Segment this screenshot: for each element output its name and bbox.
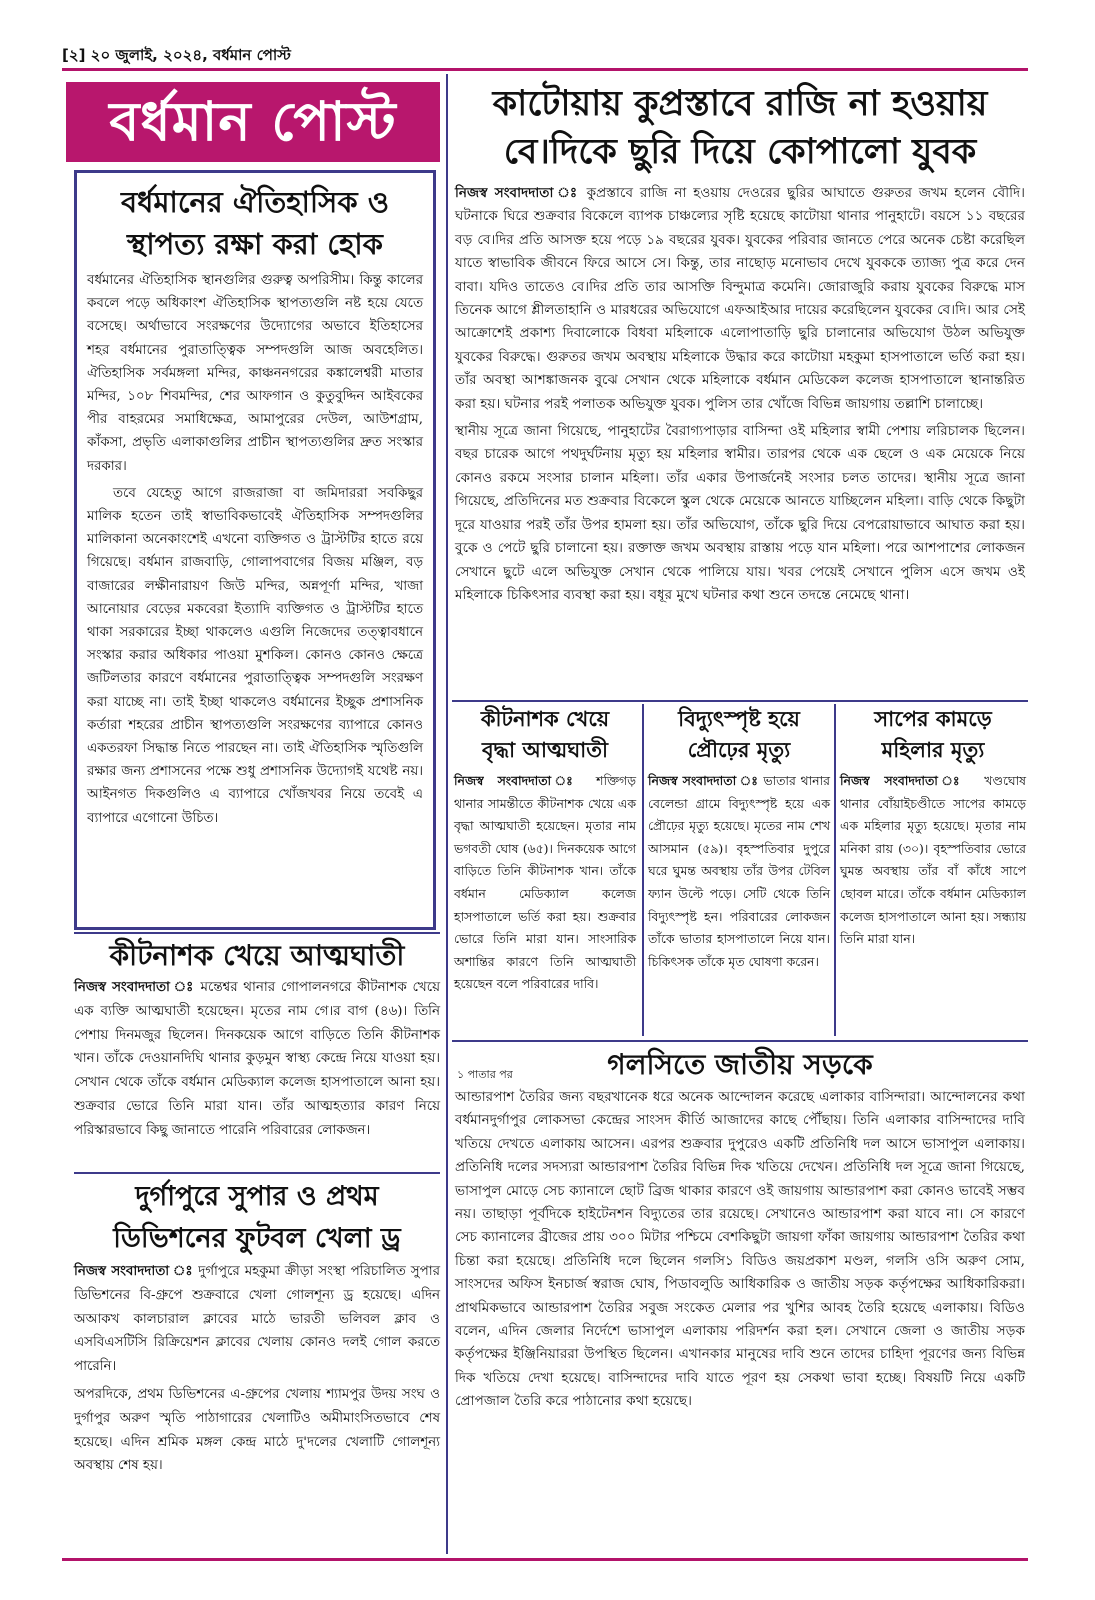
brief2-title-line1: বিদ্যুৎস্পৃষ্ট হয়ে <box>678 707 800 731</box>
editorial-paragraph-2: তবে যেহেতু আগে রাজরাজা বা জমিদাররা সবকিছুর মালিক হতেন তাই স্বাভাবিকভাবেই ঐতিহাসিক সম্পদগুলির মালিকানা অনেকাংশেই এখনো ব্যক্তিগত ও ট্রাস্টটির হাতে রয়ে গিয়েছে। বর্ধমান রাজবাড়ি, গোলাপবাগের বিজয় মঞ্জিল, বড় বাজারের লক্ষীনারায়ণ জিউ মন্দির, অন্নপূর্ণা মন্দির, খাজা আনোয়ার বেড়ের মকবেরা ইত্যাদি ব্যক্তিগত ও ট্রাস্টটির হাতে থাকা সরকারের ইচ্ছা থাকলেও এগুলি নিজেদের তত্ত্বাবধানে সংস্কার করার অধিকার পাওয়া মুশকিল। কোনও কোনও ক্ষেত্রে জটিলতার কারণে বর্ধমানের পুরাতাত্ত্বিক সম্পদগুলি সংরক্ষণ করা যাচ্ছে না। তাই ইচ্ছা থাকলেও বর্ধমানের ইচ্ছুক প্রশাসনিক কর্তারা শহরের প্রাচীন স্থাপত্যগুলি সংরক্ষণের ব্যাপারে কোনও একতরফা সিদ্ধান্ত নিতে পারছেন না। তাই ঐতিহাসিক স্মৃতিগুলি রক্ষার জন্য প্রশাসনের পক্ষে শুধু প্রশাসনিক উদ্যোগই যথেষ্ট নয়। আইনগত দিকগুলিও এ ব্যাপারে খোঁজখবর নিয়ে তবেই এ ব্যাপারে এগোনো উচিত। <box>87 485 423 826</box>
story-football-byline: নিজস্ব সংবাদদাতা ঃ <box>74 1263 194 1279</box>
story-suicide-text: মন্তেশ্বর থানার গোপালনগরে কীটনাশক খেয়ে এক ব্যক্তি আত্মঘাতী হয়েছেন। মৃতের নাম গে।র বাগ (৪৬)। তিনি পেশায় দিনমজুর ছিলেন। দিনকয়েক আগে বাড়িতে তিনি কীটনাশক খান। তাঁকে দেওয়ানদিঘি থানার কুড়মুন স্বাস্থ্য কেন্দ্রে নিয়ে যাওয়া হয়। সেখান থেকে তাঁকে বর্ধমান মেডিক্যাল কলেজ হাসপাতালে আনা হয়। শুক্রবার ভোরে তিনি মারা যান। তাঁর আত্মহত্যার কারণ নিয়ে পরিস্কারভাবে কিছু জানাতে পারেনি পরিবারের লোকজন। <box>74 980 440 1138</box>
story-football-paragraph-1: দুর্গাপুরে মহকুমা ক্রীড়া সংস্থা পরিচালিত সুপার ডিভিশনের বি-গ্রুপে শুক্রবারে খেলা গোলশূন্য ড্র হয়েছে। এদিন অআকখ কালচারাল ক্লাবের মাঠে ভারতী ভলিবল ক্লাব ও এসবিএসটিসি রিক্রিয়েশন ক্লাবের খেলায় কোনও দলই গোল করতে পারেনি। <box>74 1264 440 1375</box>
highway-title: গলসিতে জাতীয় সড়কে <box>607 1048 873 1081</box>
separator <box>452 1040 1028 1042</box>
column-divider <box>446 74 448 1554</box>
story-football-title-line1: দুর্গাপুরে সুপার ও প্রথম <box>135 1181 379 1212</box>
lead-byline: নিজস্ব সংবাদদাতা ঃ <box>455 185 580 201</box>
brief-electrocution <box>648 704 830 973</box>
story-suicide-byline: নিজস্ব সংবাদদাতা ঃ <box>74 979 195 995</box>
lead-title-line2: বে।দিকে ছুরি দিয়ে কোপালো যুবক <box>503 132 977 172</box>
story-football <box>74 1176 440 1482</box>
editorial-title-line2: স্থাপত্য রক্ষা করা হোক <box>127 227 383 261</box>
brief-snakebite <box>840 704 1026 951</box>
top-rule <box>62 68 1028 71</box>
brief2-byline: নিজস্ব সংবাদদাতা ঃ <box>648 773 759 788</box>
brief-elderly-suicide <box>454 704 636 996</box>
highway-story <box>455 1044 1025 1414</box>
lead-paragraph-1: কুপ্রস্তাবে রাজি না হওয়ায় দেওরের ছুরির আঘাতে গুরুতর জখম হলেন বৌদি। ঘটনাকে ঘিরে শুক্রবার বিকেলে ব্যাপক চাঞ্চল্যের সৃষ্টি হয়েছে কাটোয়া থানার পানুহাটে। বয়সে ১১ বছরের বড় বে।দির প্রতি আসক্ত হয়ে পড়ে ১৯ বছরের যুবক। যুবকের পরিবার জানতে পেরে অনেক চেষ্টা করেছিল যাতে স্বাভাবিক জীবনে ফিরে আসে সে। কিন্তু, তার নাছোড় মনোভাব দেখে যুবককে ত্যাজ্য পুত্র করে দেন বাবা। যদিও তাতেও বে।দির প্রতি তার আসক্তি বিন্দুমাত্র কমেনি। জোরাজুরি করায় যুবকের বিরুদ্ধে মাস তিনেক আগে শ্লীলতাহানি ও মারধরের অভিযোগে এফআইআর দায়ের করেছিলেন যুবকের বে।দি। আর সেই আক্রোশেই প্রকাশ্য দিবালোকে বিধবা মহিলাকে এলোপাতাড়ি ছুরি চালানোর অভিযোগ উঠল অভিযুক্ত যুবকের বিরুদ্ধে। গুরুতর জখম অবস্থায় মহিলাকে উদ্ধার করে কাটোয়া মহকুমা হাসপাতালে ভর্তি করা হয়। তাঁর অবস্থা আশঙ্কাজনক বুঝে সেখান থেকে মহিলাকে বর্ধমান মেডিকেল কলেজ হাসপাতালে স্থানান্তরিত করা হয়। ঘটনার পরই পলাতক অভিযুক্ত যুবক। পুলিস তার খোঁজে বিভিন্ন জায়গায় তল্লাশি চালাচ্ছে। <box>455 185 1025 412</box>
continued-label: ১ পাতার পর <box>457 1068 513 1081</box>
brief3-text: খণ্ডঘোষ থানার বোঁয়াইচণ্ডীতে সাপের কামড়ে এক মহিলার মৃত্যু হয়েছে। মৃতার নাম মনিকা রায় (৩০)। বৃহস্পতিবার ভোরে ঘুমন্ত অবস্থায় তাঁর বাঁ কাঁধে সাপে ছোবল মারে। তাঁকে বর্ধমান মেডিক্যাল কলেজ হাসপাতালে আনা হয়। সন্ধ্যায় তিনি মারা যান। <box>840 773 1026 947</box>
brief3-title-line1: সাপের কামড়ে <box>874 707 992 731</box>
editorial-title-line1: বর্ধমানের ঐতিহাসিক ও <box>120 185 390 219</box>
brief2-title-line2: প্রৌঢ়ের মৃত্যু <box>687 738 791 762</box>
story-suicide <box>74 936 440 1143</box>
brief1-title-line2: বৃদ্ধা আত্মঘাতী <box>481 738 609 762</box>
brief1-title-line1: কীটনাশক খেয়ে <box>480 707 610 731</box>
story-suicide-title: কীটনাশক খেয়ে আত্মঘাতী <box>109 939 405 972</box>
story-football-paragraph-2: অপরদিকে, প্রথম ডিভিশনের এ-গ্রুপের খেলায় শ্যামপুর উদয় সংঘ ও দুর্গাপুর অরুণ স্মৃতি পাঠাগারের খেলাটিও অমীমাংসিতভাবে শেষ হয়েছে। এদিন শ্রমিক মঙ্গল কেন্দ্র মাঠে দু'দলের খেলাটি গোলশূন্য অবস্থায় শেষ হয়। <box>74 1386 440 1474</box>
highway-text: আন্ডারপাশ তৈরির জন্য বছরখানেক ধরে অনেক আন্দোলন করেছে এলাকার বাসিন্দারা। আন্দোলনের কথা বর্ধমানদুর্গাপুর লোকসভা কেন্দ্রের সাংসদ কীর্তি আজাদের কাছে পৌঁছায়। তিনি এলাকার বাসিন্দাদের দাবি খতিয়ে দেখতে এলাকায় আসেন। এরপর শুক্রবার দুপুরেও একটি প্রতিনিধি দল আসে ভাসাপুল এলাকায়। প্রতিনিধি দলের সদস্যরা আন্ডারপাশ তৈরির বিভিন্ন দিক খতিয়ে দেখেন। প্রতিনিধি দল সূত্রে জানা গিয়েছে, ভাসাপুল মোড়ে সেচ ক্যানালে ছোট ব্রিজ থাকার কারণে ওই জায়গায় আন্ডারপাশ করা কোনও ভাবেই সম্ভব নয়। তাছাড়া পূর্বদিকে হাইটেনশন বিদ্যুতের তার রয়েছে। সেখানেও আন্ডারপাশ করা যাবে না। সে কারণে সেচ ক্যানালের ব্রীজের প্রায় ৩০০ মিটার পশ্চিমে বেশকিছুটা জায়গা ফাঁকা জায়গায় আন্ডারপাশ তৈরির কথা চিন্তা করা হয়েছে। প্রতিনিধি দলে ছিলেন গলসি১ বিডিও জয়প্রকাশ মণ্ডল, গলসি ওসি অরুণ সোম, সাংসদের অফিস ইনচার্জ স্বরাজ ঘোষ, পিডাবলুডি আধিকারিক ও জাতীয় সড়ক কর্তৃপক্ষের আধিকারিকরা। প্রাথমিকভাবে আন্ডারপাশ তৈরির সবুজ সংকেত মেলার পর খুশির আবহ তৈরি হয়েছে এলাকায়। বিডিও বলেন, এদিন জেলার নির্দেশে ভাসাপুল এলাকায় পরিদর্শন করা হল। সেখানে জেলা ও জাতীয় সড়ক কর্তৃপক্ষের ইঞ্জিনিয়াররা উপস্থিত ছিলেন। এখানকার মানুষের দাবি শুনে তাদের চাহিদা পূরণের জন্য বিভিন্ন দিক খতিয়ে দেখা হয়েছে। বাসিন্দাদের দাবি যাতে পূরণ হয় সেকথা ভাবা হচ্ছে। বিষয়টি নিয়ে একটি প্রোপজাল তৈরি করে পাঠানোর কথা হয়েছে। <box>455 1089 1025 1410</box>
brief2-text: ভাতার থানার বেলেন্ডা গ্রামে বিদ্যুৎস্পৃষ্ট হয়ে এক প্রৌঢ়ের মৃত্যু হয়েছে। মৃতের নাম শেখ আসমান (৫৯)। বৃহস্পতিবার দুপুরে ঘরে ঘুমন্ত অবস্থায় তাঁর উপর টেবিল ফ্যান উল্টে পড়ে। সেটি থেকে তিনি বিদ্যুৎস্পৃষ্ট হন। পরিবারের লোকজন তাঁকে ভাতার হাসপাতালে নিয়ে যান। চিকিৎসক তাঁকে মৃত ঘোষণা করেন। <box>648 773 830 969</box>
brief3-title-line2: মহিলার মৃত্যু <box>881 738 985 762</box>
brief1-text: শক্তিগড় থানার সামন্তীতে কীটনাশক খেয়ে এক বৃদ্ধা আত্মঘাতী হয়েছেন। মৃতার নাম ভগবতী ঘোষ (৬৫)। দিনকয়েক আগে বাড়িতে তিনি কীটনাশক খান। তাঁকে বর্ধমান মেডিক্যাল কলেজ হাসপাতালে ভর্তি করা হয়। শুক্রবার ভোরে তিনি মারা যান। সাংসারিক অশান্তির কারণে তিনি আত্মঘাতী হয়েছেন বলে পরিবারের দাবি। <box>454 773 636 992</box>
lead-paragraph-2: স্থানীয় সূত্রে জানা গিয়েছে, পানুহাটের বৈরাগ্যপাড়ার বাসিন্দা ওই মহিলার স্বামী পেশায় লরিচালক ছিলেন। বছর চারেক আগে পথদুর্ঘটনায় মৃত্যু হয় মহিলার স্বামীর। তারপর থেকে এক ছেলে ও এক মেয়েকে নিয়ে কোনও রকমে সংসার চালান মহিলা। তাঁর একার উপার্জনেই সংসার চলত তাদের। স্থানীয় সূত্রে জানা গিয়েছে, প্রতিদিনের মত শুক্রবার বিকেলে স্কুল থেকে মেয়েকে আনতে যাচ্ছিলেন মহিলা। বাড়ি থেকে কিছুটা দূরে যাওয়ার পরই তাঁর উপর হামলা হয়। তাঁর অভিযোগ, তাঁকে ছুরি দিয়ে বেপরোয়াভাবে আঘাত করা হয়। বুকে ও পেটে ছুরি চালানো হয়। রক্তাক্ত জখম অবস্থায় রাস্তায় পড়ে যান মহিলা। পরে আশপাশের লোকজন সেখানে ছুটে এলে অভিযুক্ত সেখান থেকে পালিয়ে যায়। খবর পেয়েই সেখানে পুলিস এসে জখম ওই মহিলাকে চিকিৎসার ব্যবস্থা করা হয়। বধূর মুখে ঘটনার কথা শুনে তদন্তে নেমেছে থানা। <box>455 423 1025 603</box>
column-rule <box>834 704 836 1036</box>
separator <box>74 1172 440 1174</box>
brief3-byline: নিজস্ব সংবাদদাতা ঃ <box>840 773 970 788</box>
separator <box>452 700 1028 702</box>
bottom-rule <box>62 1558 1028 1561</box>
column-rule <box>642 704 644 1036</box>
page-header: [২] ২০ জুলাই, ২০২৪, বর্ধমান পোস্ট <box>62 46 291 64</box>
lead-title-line1: কাটোয়ায় কুপ্রস্তাবে রাজি না হওয়ায় <box>492 84 988 124</box>
separator <box>74 932 440 934</box>
story-football-title-line2: ডিভিশনের ফুটবল খেলা ড্র <box>113 1223 401 1254</box>
brief1-byline: নিজস্ব সংবাদদাতা ঃ <box>454 773 583 788</box>
lead-story <box>455 80 1025 611</box>
editorial-paragraph-1: বর্ধমানের ঐতিহাসিক স্থানগুলির গুরুত্ব অপরিসীম। কিন্তু কালের কবলে পড়ে অধিকাংশ ঐতিহাসিক স্থাপত্যগুলি নষ্ট হয়ে যেতে বসেছে। অর্থাভাবে সংরক্ষণের উদ্যোগের অভাবে ইতিহাসের শহর বর্ধমানের পুরাতাত্ত্বিক সম্পদগুলি আজ অবহেলিত। ঐতিহাসিক সর্বমঙ্গলা মন্দির, কাঞ্চননগরের কঙ্কালেশ্বরী মাতার মন্দির, ১০৮ শিবমন্দির, শের আফগান ও কুতুবুদ্দিন আইবকের পীর বাহরমের সমাধিক্ষেত্র, আমাপুরের দেউল, আউশগ্রাম, কাঁকসা, প্রভৃতি এলাকাগুলির প্রাচীন স্থাপত্যগুলির দ্রুত সংস্কার দরকার। <box>87 273 423 474</box>
masthead: বর্ধমান পোস্ট <box>66 82 440 162</box>
editorial-box <box>74 170 436 930</box>
